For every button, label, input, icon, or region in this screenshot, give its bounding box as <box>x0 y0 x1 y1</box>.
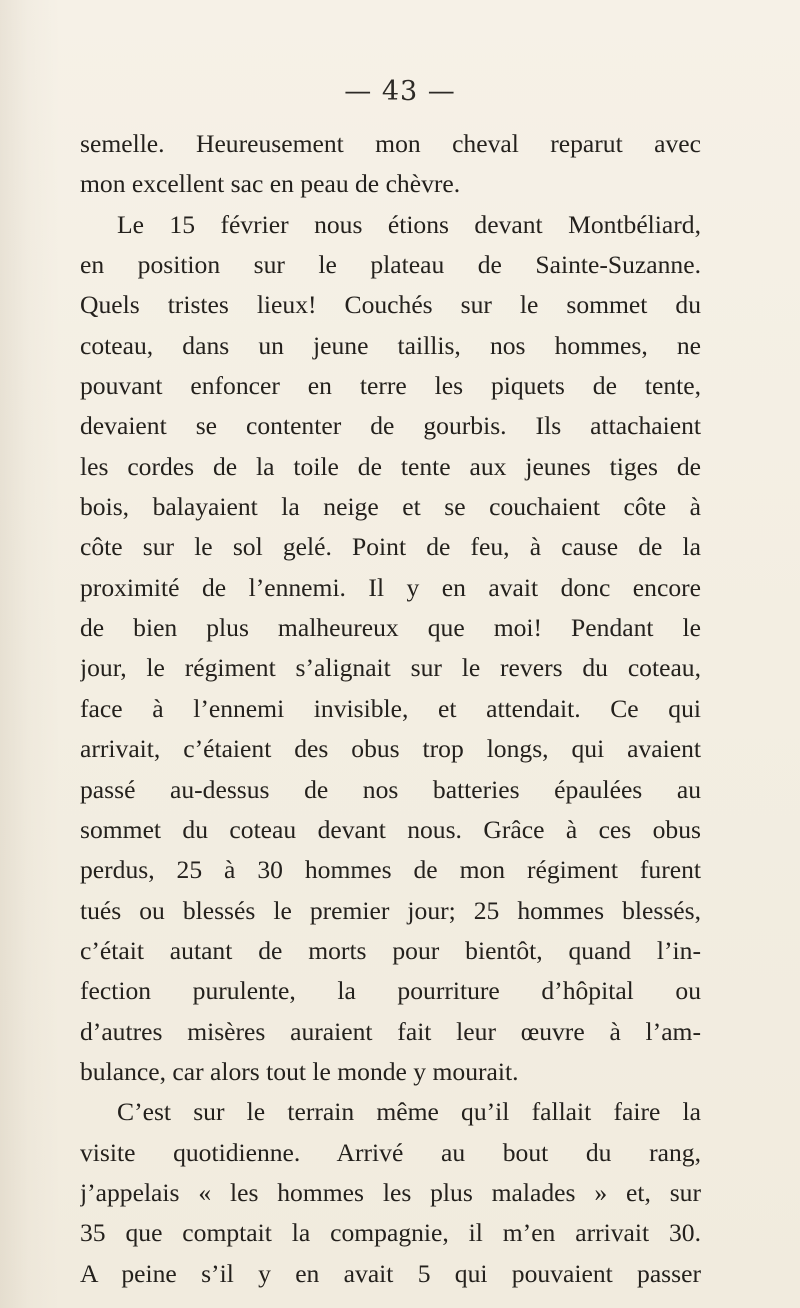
text-line: proximité de l’ennemi. Il y en avait donc encore <box>80 572 701 602</box>
text-line: Quels tristes lieux! Couchés sur le sommet du <box>80 290 701 320</box>
text-line: tués ou blessés le premier jour; 25 hommes blessés, <box>80 895 701 925</box>
text-line: sommet du coteau devant nous. Grâce à ces obus <box>80 814 701 844</box>
text-line: bulance, car alors tout le monde y mourait. <box>80 1056 519 1086</box>
text-line: perdus, 25 à 30 hommes de mon régiment furent <box>80 855 701 885</box>
text-line: arrivait, c’étaient des obus trop longs, qui avaient <box>80 734 701 764</box>
text-line: Le 15 février nous étions devant Montbéliard, <box>117 209 701 239</box>
text-line: devaient se contenter de gourbis. Ils attachaient <box>80 411 701 441</box>
text-line: en position sur le plateau de Sainte-Suzanne. <box>80 250 701 280</box>
text-line: visite quotidienne. Arrivé au bout du rang, <box>80 1137 701 1167</box>
text-line: bois, balayaient la neige et se couchaient côte à <box>80 492 701 522</box>
text-line: jour, le régiment s’alignait sur le revers du coteau, <box>80 653 701 683</box>
text-line: mon excellent sac en peau de chèvre. <box>80 169 461 199</box>
text-line: coteau, dans un jeune taillis, nos hommes, ne <box>80 330 701 360</box>
text-line: d’autres misères auraient fait leur œuvre à l’am- <box>80 1016 701 1046</box>
text-line: A peine s’il y en avait 5 qui pouvaient passer <box>80 1258 701 1288</box>
text-line: de bien plus malheureux que moi! Pendant le <box>80 613 701 643</box>
text-line: C’est sur le terrain même qu’il fallait faire la <box>117 1097 701 1127</box>
text-line: côte sur le sol gelé. Point de feu, à cause de la <box>80 532 701 562</box>
text-line: c’était autant de morts pour bientôt, quand l’in- <box>80 935 701 965</box>
text-line: fection purulente, la pourriture d’hôpital ou <box>80 976 701 1006</box>
page-number: — 43 — <box>344 76 456 107</box>
text-line: face à l’ennemi invisible, et attendait. Ce qui <box>80 693 701 723</box>
text-line: passé au-dessus de nos batteries épaulées au <box>80 774 701 804</box>
text-line: les cordes de la toile de tente aux jeunes tiges de <box>80 451 701 481</box>
text-line: semelle. Heureusement mon cheval reparut avec <box>80 129 701 158</box>
text-line: pouvant enfoncer en terre les piquets de tente, <box>80 371 701 401</box>
text-line: 35 que comptait la compagnie, il m’en arrivait 30. <box>80 1218 701 1248</box>
body-text <box>80 124 701 1294</box>
text-line: j’appelais « les hommes les plus malades » et, sur <box>80 1177 701 1207</box>
